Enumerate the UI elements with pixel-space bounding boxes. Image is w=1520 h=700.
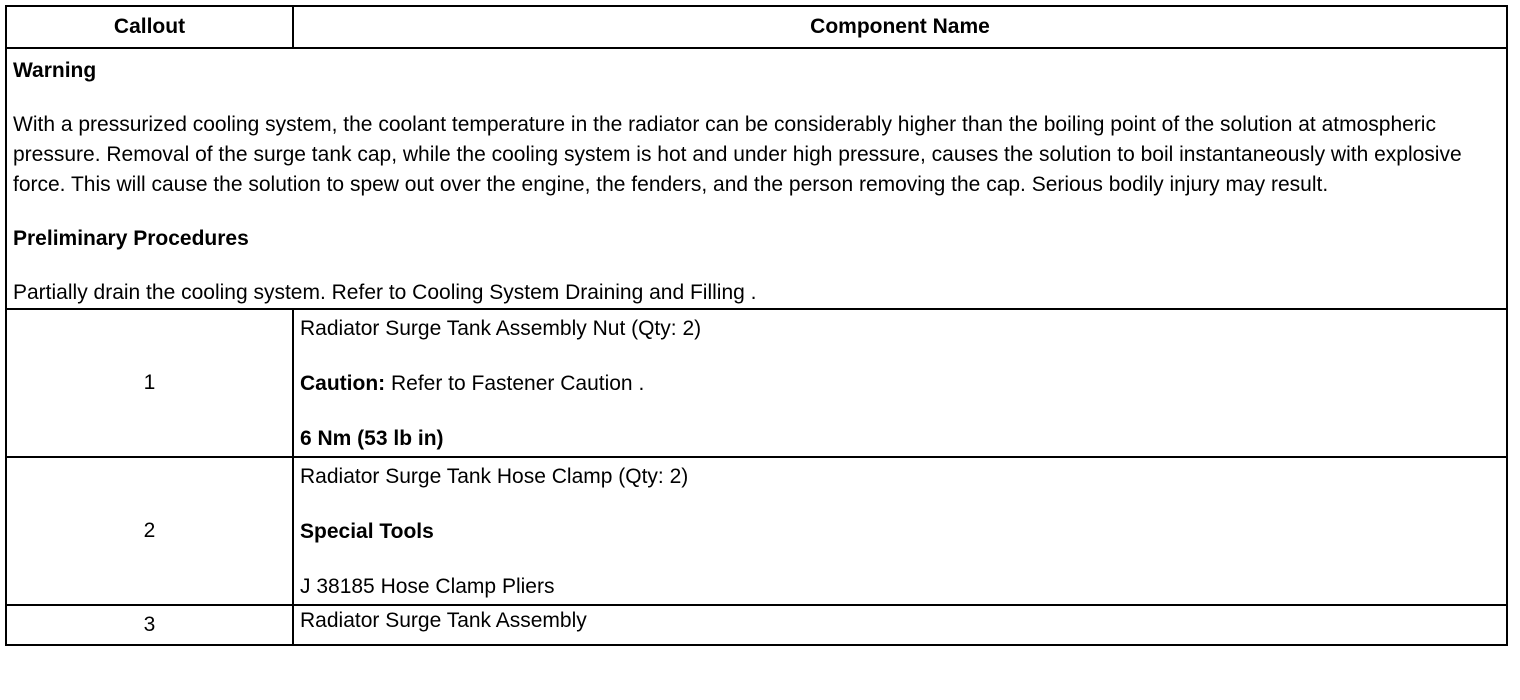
torque-spec: 6 Nm (53 lb in): [300, 427, 444, 450]
caution-label: Caution:: [300, 372, 386, 395]
special-tool: J 38185 Hose Clamp Pliers: [300, 575, 555, 598]
component-name: Radiator Surge Tank Hose Clamp (Qty: 2): [300, 465, 689, 488]
callout-column-header: Callout: [6, 6, 293, 48]
preliminary-title: Preliminary Procedures: [13, 227, 249, 250]
component-name: Radiator Surge Tank Assembly Nut (Qty: 2): [300, 317, 702, 340]
procedure-table: [5, 5, 1508, 646]
caution-text: Refer to Fastener Caution .: [385, 372, 645, 395]
table-row: [6, 605, 1507, 645]
info-cell: [6, 48, 1507, 309]
component-cell: [293, 309, 1507, 457]
component-name: Radiator Surge Tank Assembly: [293, 605, 1507, 645]
info-row: [6, 48, 1507, 309]
callout-number: 1: [6, 309, 293, 457]
component-cell: [293, 457, 1507, 605]
table-row: [6, 309, 1507, 457]
callout-number: 3: [6, 605, 293, 645]
special-tools-title: Special Tools: [300, 520, 434, 543]
table-header-row: [6, 6, 1507, 48]
warning-text: With a pressurized cooling system, the coolant temperature in the radiator can be considerably higher than the boiling point of the solution at atmospheric pressure. Removal of the surge tank cap, while the cooling system is hot and under high pressure, causes the solution to boil instantaneously with explosive force. This will cause the solution to spew out over the engine, the fenders, and the person removing the cap. Serious bodily injury may result.: [13, 113, 1462, 196]
warning-title: Warning: [13, 59, 97, 82]
callout-number: 2: [6, 457, 293, 605]
caution-note: [300, 369, 1500, 399]
table-row: [6, 457, 1507, 605]
component-column-header: Component Name: [293, 6, 1507, 48]
preliminary-text: Partially drain the cooling system. Refer to Cooling System Draining and Filling .: [13, 281, 757, 304]
